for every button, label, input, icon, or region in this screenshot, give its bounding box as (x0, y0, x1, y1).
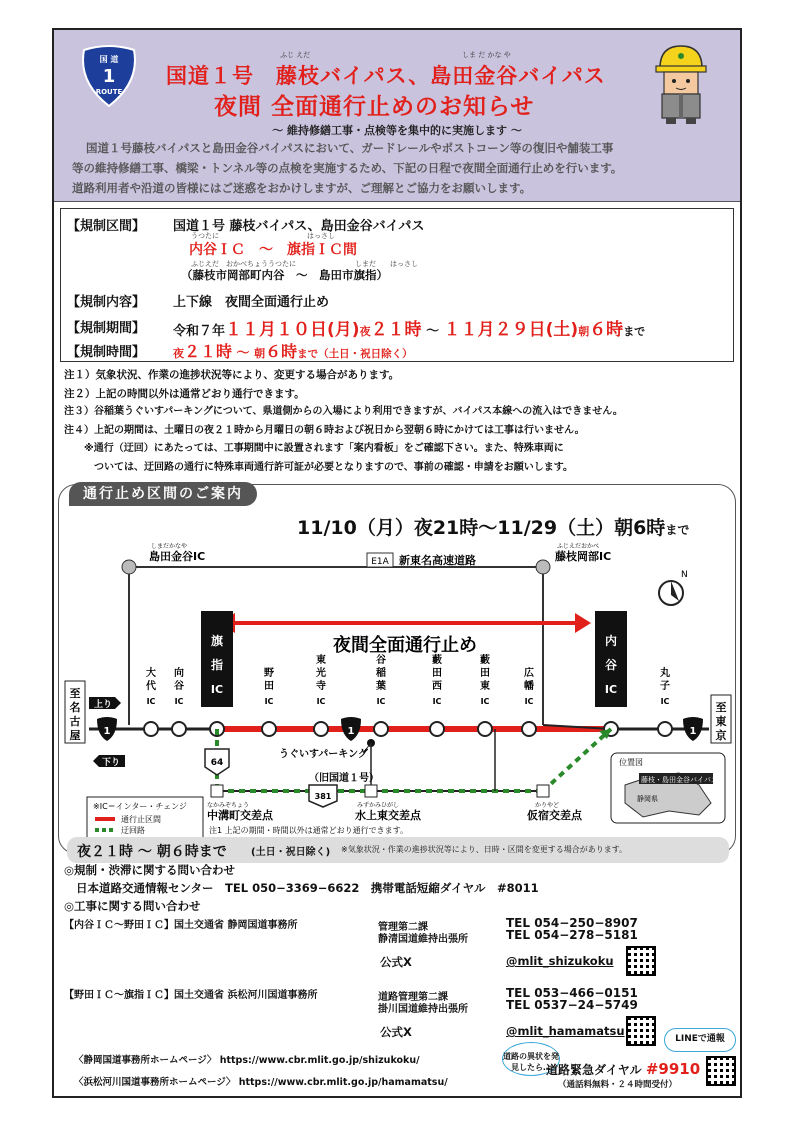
to-tokyo-char: 至 (715, 701, 727, 714)
period-end: １１月２９日(土) (443, 320, 579, 340)
shimada-ic-node (122, 560, 136, 574)
office2-x-label: 公式X (380, 1025, 412, 1039)
fujieda-ic-label: 藤枝岡部IC (555, 550, 612, 563)
period-start: １１月１０日(月) (225, 320, 360, 340)
office2-qr-icon (626, 1016, 656, 1046)
office1-tel2: TEL 054−278−5181 (506, 928, 638, 942)
contact-heading-traffic: ◎規制・渋滞に関する問い合わせ (64, 863, 236, 877)
closure-map (58, 484, 736, 860)
karijuku-node (537, 785, 549, 797)
nakamizo-node (211, 785, 223, 797)
ic-node (478, 722, 492, 736)
office2-division1: 道路管理第二課 (378, 992, 448, 1003)
period-value (173, 315, 645, 340)
hamamatsu-homepage-link[interactable]: 〈浜松河川国道事務所ホームページ〉 https://www.cbr.mlit.go.jp/hamamatsu/ (74, 1077, 448, 1088)
map-note1: 注1 上記の期間・時間以外は通常どおり通行できます。 (209, 826, 408, 835)
office1-x-label: 公式X (380, 955, 412, 969)
time-label: 【規制時間】 (67, 345, 146, 360)
office1-division2: 静清国道維持出張所 (378, 934, 468, 945)
title-line1: 国道１号 藤枝バイパス、島田金谷バイパス (166, 64, 606, 88)
emergency-note: （通話料無料・２４時間受付） (558, 1080, 678, 1090)
period-tilde: ～ (426, 324, 440, 339)
r64-num: 64 (210, 758, 224, 768)
uchiya-char: 内 (604, 634, 618, 648)
shintomei-label: 新東名高速道路 (399, 554, 476, 567)
emergency-number: #9910 (645, 1060, 701, 1078)
route1-num: 1 (689, 726, 697, 737)
line-qr-icon (706, 1056, 736, 1086)
hatasashi-char: 旗 (210, 634, 224, 648)
route1-shield-icon (97, 717, 117, 741)
office2-x-account[interactable]: @mlit_hamamatsu (506, 1024, 625, 1038)
section-route: 国道１号 藤枝バイパス、島田金谷バイパス (173, 219, 425, 234)
hatasashi-char: 指 (210, 658, 224, 672)
ic-label: 野田 IC (264, 668, 274, 706)
office1-x-account[interactable]: @mlit_shizukoku (506, 954, 614, 968)
office1-name: 【内谷ＩＣ～野田ＩＣ】国土交通省 静岡国道事務所 (64, 920, 298, 931)
office2-name: 【野田ＩＣ～旗指ＩＣ】国土交通省 浜松河川国道事務所 (64, 990, 318, 1001)
time-bar-note: ※気象状況・作業の進捗状況等により、日時・区間を変更する場合があります。 (341, 845, 628, 854)
note-item: 注１）気象状況、作業の進捗状況等により、変更する場合があります。 (64, 369, 400, 381)
r381-num: 381 (314, 792, 332, 801)
note-item: 注３）谷稲葉うぐいすパーキングについて、県道側からの入場により利用できますが、バイパス本線への流入はできません。 (64, 406, 623, 417)
detour-east-leg (543, 729, 611, 791)
route1-num: 1 (103, 726, 111, 737)
up-label: 上り (93, 700, 113, 710)
period-night: 夜 (359, 325, 371, 338)
office2-tel1: TEL 053−466−0151 (506, 986, 638, 1000)
ic-node (374, 722, 388, 736)
ic-node (144, 722, 158, 736)
to-tokyo-char: 東 (715, 715, 727, 728)
emergency-dial (546, 1060, 700, 1078)
map-date-range: 11/10（月）夜21時～11/29（土）朝6時 (297, 517, 666, 539)
time-suffix: まで（土日・祝日除く） (297, 348, 413, 360)
note-item: 注４）上記の期間は、土曜日の夜２１時から月曜日の朝６時および祝日から翌朝６時にかけては工事は行いません。 (64, 424, 585, 436)
ruby-addr1: ふじえだ おかべちょううつたに (191, 260, 296, 268)
ic-label: 広幡 IC (524, 668, 534, 706)
old-route-label: （旧国道１号） (309, 773, 379, 784)
time-end: ６時 (265, 342, 298, 361)
route381-shield-icon (309, 785, 337, 807)
notice-page (52, 28, 742, 1098)
shield-route-text: ROUTE (95, 88, 123, 96)
nakamizo-ruby: なかみぞちょう (207, 802, 250, 809)
legend-closed: 通行止区間 (121, 815, 161, 824)
time-bar (67, 837, 729, 863)
intro-line: 道路利用者や沿道の皆様にはご迷惑をおかけしますが、ご理解とご協力をお願いします。 (72, 181, 532, 195)
office1-tel1: TEL 054−250−8907 (506, 916, 638, 930)
nakamizo-label: 中溝町交差点 (207, 809, 273, 822)
mizukami-node (365, 785, 377, 797)
mizukami-label: 水上東交差点 (355, 809, 421, 822)
time-tilde: ～ (236, 346, 250, 361)
to-nagoya-char: 名 (69, 701, 81, 714)
period-morning: 朝 (578, 325, 590, 338)
time-start: ２１時 (184, 342, 233, 361)
route1-shield-icon (683, 717, 703, 741)
closure-label: 夜間全面通行止め (333, 635, 477, 656)
map-tag: 通行止め区間のご案内 (69, 482, 257, 506)
time-night: 夜 (173, 347, 184, 360)
time-morning: 朝 (254, 347, 266, 360)
period-start-time: ２１時 (370, 320, 422, 340)
ruby-hatasashi: はっさし (307, 232, 335, 240)
period-label: 【規制期間】 (67, 321, 146, 336)
fujieda-ic-ruby: ふじえだおかべ (557, 543, 600, 550)
time-bar-main: 夜２１時 〜 朝６時まで (77, 844, 227, 860)
legend-detour: 迂回路 (121, 826, 145, 835)
inset-label: 藤枝・島田金谷バイパス (641, 776, 718, 784)
period-suffix: まで (623, 325, 646, 338)
ic-label: 大代 IC (146, 668, 156, 706)
shimada-ic-ruby: しまだかなや (151, 543, 188, 550)
period-prefix: 令和７年 (173, 324, 226, 339)
period-end-time: ６時 (589, 320, 624, 340)
e1a-label: E1A (371, 557, 389, 567)
uchiya-char: IC (604, 683, 618, 696)
ic-node (262, 722, 276, 736)
note-item: 注２）上記の時間以外は通常どおり通行できます。 (64, 387, 305, 400)
office2-division2: 掛川国道維持出張所 (378, 1004, 468, 1015)
ic-label: 向谷 IC (174, 668, 184, 706)
route1-shield-icon (341, 717, 361, 741)
emergency-label: 道路緊急ダイヤル (546, 1063, 642, 1077)
to-tokyo-char: 京 (715, 729, 727, 742)
ic-node (658, 722, 672, 736)
to-nagoya-char: 古 (69, 715, 81, 728)
jartic-contact: 日本道路交通情報センター TEL 050−3369−6622 携帯電話短縮ダイヤル #8011 (76, 881, 539, 895)
karijuku-label: 仮宿交差点 (527, 809, 582, 822)
time-bar-sub: (土日・祝日除く) (251, 847, 331, 858)
contact-heading-construction: ◎工事に関する問い合わせ (64, 899, 201, 913)
to-nagoya-char: 屋 (69, 729, 81, 742)
note-item: ついては、迂回路の通行に特殊車両通行許可証が必要となりますので、事前の確認・申請をお願いします。 (64, 461, 573, 473)
section-label: 【規制区間】 (67, 219, 146, 234)
regulation-box (60, 208, 734, 362)
ic-node (430, 722, 444, 736)
office1-division1: 管理第二課 (378, 922, 428, 933)
inset-title: 位置図 (619, 758, 643, 767)
ic-label: 藪田東 IC (480, 655, 490, 706)
shield-number: 1 (102, 66, 116, 87)
shimada-ic-label: 島田金谷IC (149, 550, 206, 563)
route64-shield-icon (205, 749, 229, 775)
north-label: N (681, 570, 688, 580)
intro-text (72, 138, 722, 198)
ruby-shimada: しま だ かな や (462, 51, 511, 59)
karijuku-ruby: かりやど (535, 802, 560, 809)
mizukami-ruby: みずかみひがし (357, 802, 400, 809)
content-value: 上下線 夜間全面通行止め (173, 295, 330, 310)
title-line2: 夜間 全面通行止めのお知らせ (214, 94, 535, 120)
ruby-addr2: しまだ はっさし (355, 260, 418, 268)
ic-node (172, 722, 186, 736)
time-value (173, 339, 413, 362)
down-label: 下り (101, 758, 121, 768)
ic-label: 藪田西 IC (432, 655, 442, 706)
inset-pref: 静岡県 (637, 795, 658, 803)
ruby-uchiya: うつたに (191, 232, 219, 240)
ic-label: 東光寺 IC (316, 655, 326, 706)
office1-qr-icon (626, 946, 656, 976)
route1-num: 1 (347, 726, 355, 737)
content-label: 【規制内容】 (67, 295, 146, 310)
map-date-suffix: まで (665, 523, 690, 537)
hatasashi-char: IC (210, 683, 224, 696)
subtitle: ～ 維持修繕工事・点検等を集中的に実施します ～ (272, 124, 522, 137)
ic-label: 谷稲葉 IC (376, 655, 386, 706)
section-ic: 内谷ＩＣ ～ 旗指ＩＣ間 (189, 242, 357, 258)
intro-line: 等の維持修繕工事、橋梁・トンネル等の点検を実施するため、下記の日程で夜間全面通行止めを行います。 (72, 161, 623, 175)
shield-top-text: 国 道 (99, 55, 119, 64)
worker-mascot-icon (646, 40, 716, 124)
uchiya-char: 谷 (604, 658, 618, 672)
section-addr: （藤枝市岡部町内谷 ～ 島田市旗指） (181, 268, 388, 282)
to-nagoya-char: 至 (69, 687, 81, 700)
ruby-fujieda: ふじ えだ (280, 51, 311, 59)
line-report-label: LINEで通報 (675, 1034, 725, 1044)
shizukoku-homepage-link[interactable]: 〈静岡国道事務所ホームページ〉 https://www.cbr.mlit.go.jp/shizukoku/ (74, 1055, 420, 1066)
note-item: ※通行（迂回）にあたっては、工事期間中に設置されます「案内看板」をご確認下さい。また、特殊車両に (64, 443, 564, 454)
ic-node (314, 722, 328, 736)
road-map-svg (59, 485, 737, 855)
report-bubble-text: 道路の異状を発見したら… (503, 1052, 559, 1072)
uguisu-label: うぐいすパーキング (279, 749, 368, 760)
line-report-button[interactable] (664, 1028, 736, 1052)
ic-label: 丸子 IC (660, 668, 670, 706)
legend-ic: ※IC＝インター・チェンジ (93, 802, 187, 811)
notes-list (64, 366, 734, 477)
header-panel (54, 30, 740, 202)
intro-line: 国道１号藤枝バイパスと島田金谷バイパスにおいて、ガードレールやポストコーン等の復旧や舗装工事 (86, 141, 614, 155)
ic-node (522, 722, 536, 736)
fujieda-ic-node (536, 560, 550, 574)
office2-tel2: TEL 0537−24−5749 (506, 998, 638, 1012)
route-1-shield-icon (78, 44, 140, 108)
